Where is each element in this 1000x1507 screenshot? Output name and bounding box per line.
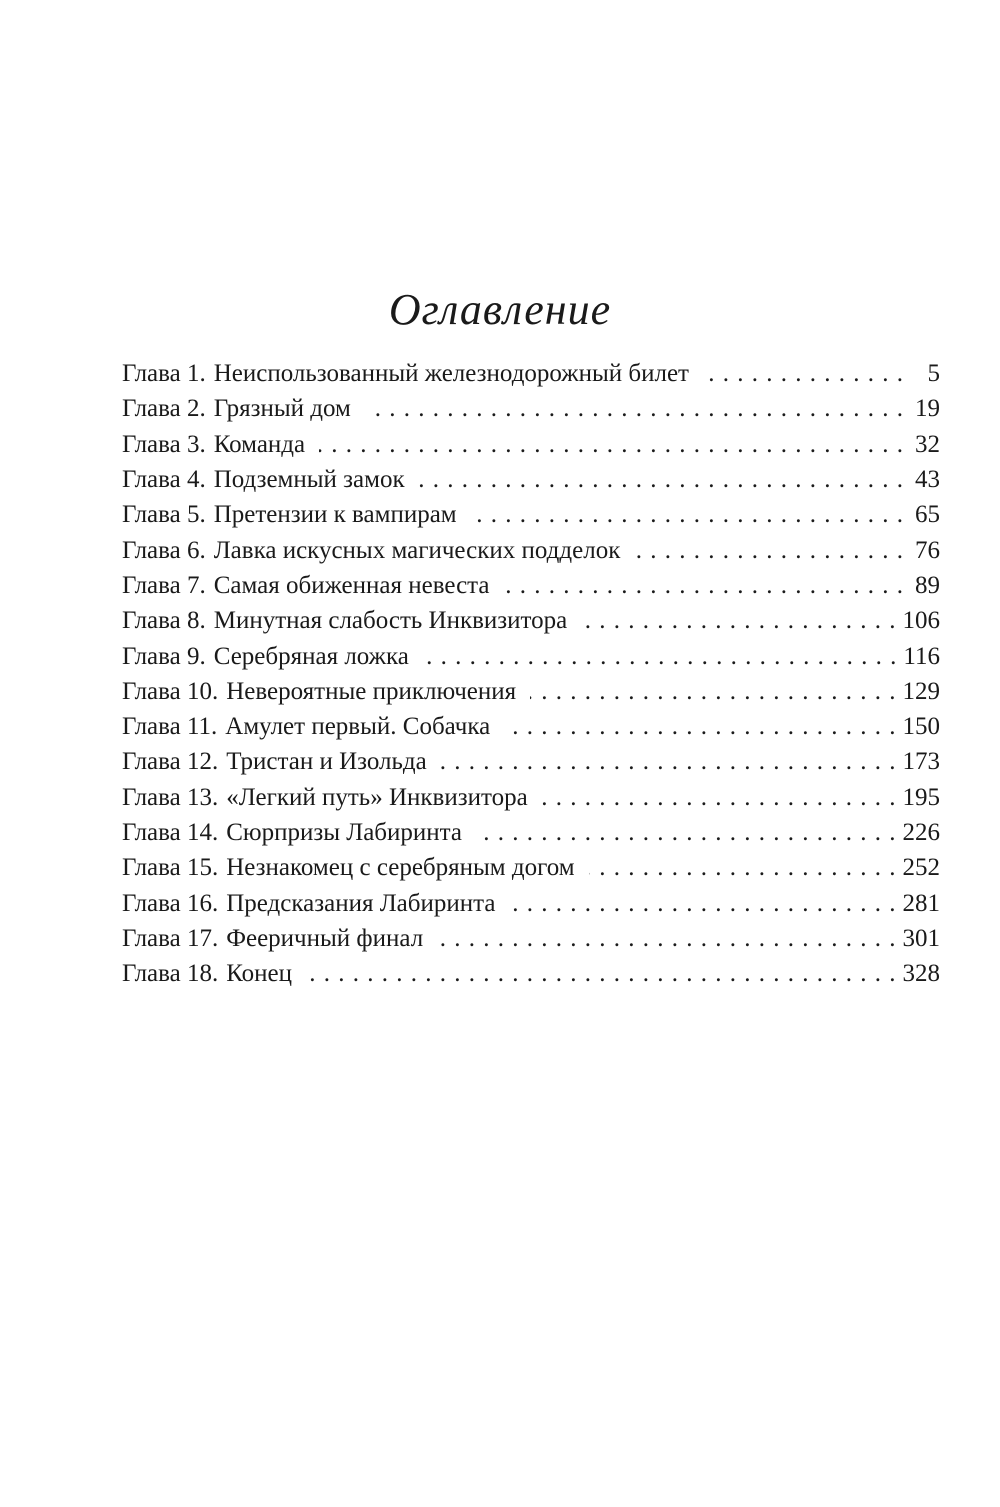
- toc-entry-14: [122, 815, 940, 850]
- page-number: 173: [902, 748, 940, 776]
- page-title: Оглавление: [388, 285, 612, 334]
- chapter-title: Минутная слабость Инквизитора: [213, 607, 568, 635]
- dot-leader: [306, 956, 896, 991]
- toc-entry-15: [122, 850, 940, 885]
- dot-leader: [589, 850, 897, 885]
- chapter-label: Глава 14.: [122, 819, 219, 846]
- chapter-title: Амулет первый. Собачка: [225, 713, 491, 741]
- chapter-title: Предсказания Лабиринта: [226, 889, 496, 917]
- page-number: 150: [902, 713, 940, 741]
- dot-leader: [423, 639, 898, 674]
- dot-leader: [509, 886, 896, 921]
- page-number: 226: [902, 819, 940, 846]
- chapter-label: Глава 17.: [122, 924, 219, 952]
- dot-leader: [581, 603, 896, 638]
- page-number: 106: [902, 607, 940, 635]
- chapter-title: Фееричный финал: [226, 924, 424, 952]
- dot-leader: [319, 427, 904, 462]
- page-number: 252: [902, 854, 940, 882]
- chapter-title: «Легкий путь» Инквизитора: [226, 783, 528, 811]
- toc-entry-16: [122, 885, 940, 920]
- chapter-label: Глава 9.: [122, 642, 206, 670]
- dot-leader: [703, 356, 904, 391]
- chapter-label: Глава 6.: [122, 536, 206, 564]
- toc-entry-2: [122, 391, 940, 426]
- chapter-label: Глава 7.: [122, 571, 206, 599]
- chapter-title: Подземный замок: [213, 466, 405, 494]
- chapter-title: Невероятные приключения: [226, 677, 517, 705]
- dot-leader: [504, 709, 896, 744]
- page-number: 65: [915, 501, 940, 529]
- toc-entry-9: [122, 638, 940, 673]
- page-number: 129: [902, 677, 940, 705]
- chapter-label: Глава 10.: [122, 677, 219, 705]
- dot-leader: [471, 497, 904, 532]
- page-number: 5: [927, 360, 940, 388]
- toc-entry-17: [122, 921, 940, 956]
- toc-entry-13: [122, 780, 940, 815]
- chapter-label: Глава 2.: [122, 395, 206, 423]
- chapter-title: Незнакомец с серебряным догом: [226, 854, 575, 882]
- table-of-contents: [122, 356, 940, 991]
- chapter-title: Самая обиженная невеста: [213, 571, 490, 599]
- chapter-label: Глава 18.: [122, 960, 219, 988]
- chapter-title: Серебряная ложка: [213, 642, 409, 670]
- page-number: 301: [902, 924, 940, 952]
- chapter-title: Лавка искусных магических подделок: [213, 536, 621, 564]
- chapter-label: Глава 11.: [122, 713, 218, 741]
- dot-leader: [365, 391, 904, 426]
- toc-entry-6: [122, 532, 940, 567]
- chapter-title: Конец: [226, 960, 293, 988]
- dot-leader: [419, 462, 904, 497]
- page-number: 19: [915, 395, 940, 423]
- chapter-title: Неиспользованный железнодорожный билет: [213, 360, 689, 388]
- chapter-label: Глава 4.: [122, 466, 206, 494]
- chapter-label: Глава 12.: [122, 748, 219, 776]
- chapter-label: Глава 15.: [122, 854, 219, 882]
- toc-entry-12: [122, 744, 940, 779]
- dot-leader: [437, 921, 896, 956]
- page-number: 195: [902, 783, 940, 811]
- toc-entry-4: [122, 462, 940, 497]
- chapter-label: Глава 5.: [122, 501, 206, 529]
- toc-entry-10: [122, 674, 940, 709]
- toc-entry-5: [122, 497, 940, 532]
- chapter-title: Команда: [213, 430, 306, 458]
- page-number: 328: [902, 960, 940, 988]
- page-number: 89: [915, 571, 940, 599]
- dot-leader: [441, 744, 897, 779]
- toc-entry-11: [122, 709, 940, 744]
- page-number: 43: [915, 466, 940, 494]
- chapter-title: Претензии к вампирам: [213, 501, 457, 529]
- chapter-label: Глава 16.: [122, 889, 219, 917]
- toc-entry-3: [122, 427, 940, 462]
- chapter-label: Глава 8.: [122, 607, 206, 635]
- dot-leader: [504, 568, 905, 603]
- toc-entry-1: [122, 356, 940, 391]
- dot-leader: [530, 674, 896, 709]
- chapter-label: Глава 3.: [122, 430, 206, 458]
- dot-leader: [476, 815, 897, 850]
- toc-entry-7: [122, 568, 940, 603]
- chapter-title: Сюрпризы Лабиринта: [226, 819, 462, 846]
- page-number: 116: [903, 642, 940, 670]
- chapter-label: Глава 13.: [122, 783, 219, 811]
- chapter-title: Грязный дом: [213, 395, 351, 423]
- page-number: 32: [915, 430, 940, 458]
- chapter-title: Тристан и Изольда: [226, 748, 427, 776]
- toc-entry-8: [122, 603, 940, 638]
- dot-leader: [542, 780, 897, 815]
- chapter-label: Глава 1.: [122, 360, 206, 388]
- page-number: 76: [915, 536, 940, 564]
- dot-leader: [634, 533, 904, 568]
- page-number: 281: [902, 889, 940, 917]
- toc-entry-18: [122, 956, 940, 991]
